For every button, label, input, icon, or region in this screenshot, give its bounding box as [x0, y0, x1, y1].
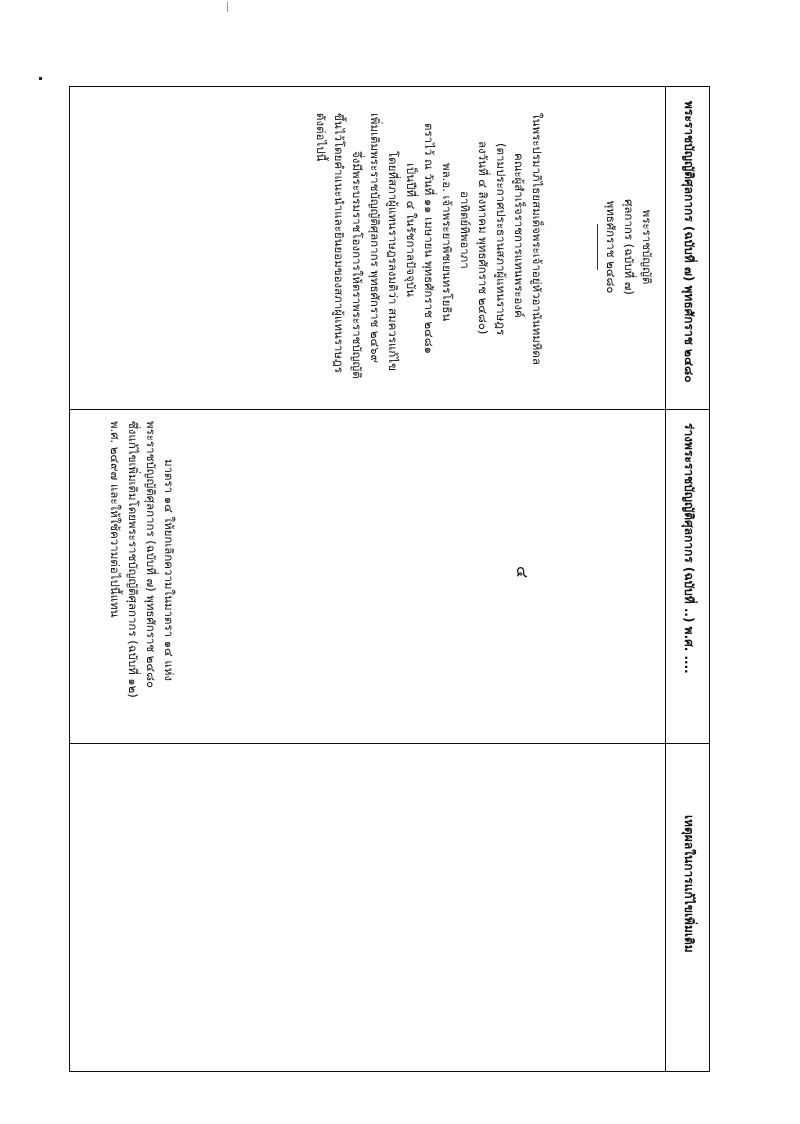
act-body-line: เพิ่มเติมพระราชบัญญัติศุลกากร พุทธศักราช ๒๔๖๙ — [368, 113, 382, 363]
act-body-line: ดังต่อไปนี้ — [314, 113, 328, 162]
act-title-line: พระราชบัญญัติ — [640, 209, 654, 285]
draft-body-line: มาตรา ๑๔ ให้ยกเลิกความในมาตรา ๑๔ แห่ง — [162, 459, 176, 682]
act-body-line: อาทิตย์ทิพอาภา — [458, 191, 472, 269]
act-title-block — [591, 187, 656, 307]
page-number: ๔ — [513, 566, 532, 579]
comparison-table — [69, 86, 710, 1072]
act-body-block — [312, 113, 546, 379]
act-title-line: ศุลกากร (ฉบับที่ ๗) — [622, 199, 636, 295]
act-body-line: ตราไว้ ณ วันที่ ๑๑ เมษายน พุทธศักราช ๒๔๘๑ — [422, 123, 436, 354]
title-divider-rule — [597, 224, 598, 270]
draft-body-line: พ.ศ. ๒๔๙๗ และให้ใช้ความต่อไปนี้แทน — [108, 421, 122, 618]
act-body-line: ขึ้นไว้โดยคำแนะนำและยินยอมของสภาผู้แทนราษฎร — [332, 113, 346, 373]
act-title-line: พุทธศักราช ๒๔๘๐ — [604, 200, 618, 294]
draft-body-line: ซึ่งแก้ไขเพิ่มเติมโดยพระราชบัญญัติศุลกากร (ฉบับที่ ๑๒) — [126, 421, 140, 698]
act-body-line: เป็นปีที่ ๔ ในรัชกาลปัจจุบัน — [404, 163, 418, 297]
act-body-line: ลงวันที่ ๔ สิงหาคม พุทธศักราช ๒๔๘๐) — [476, 141, 490, 335]
act-body-line: ในพระปรมาภิไธยสมเด็จพระเจ้าอยู่หัวอานันทมหิดล — [530, 113, 544, 365]
column-header-draft-act: ร่างพระราชบัญญัติศุลกากร (ฉบับที่ ..) พ.ศ. .... — [682, 423, 696, 674]
header-divider — [665, 87, 666, 1071]
column-header-reason: เหตุผลในการแก้ไขเพิ่มเติม — [682, 815, 696, 953]
draft-body-block — [106, 421, 178, 698]
scan-speck — [227, 2, 228, 12]
scan-speck — [39, 77, 42, 80]
column-divider-1 — [70, 409, 709, 410]
act-body-line: คณะผู้สำเร็จราชการแทนพระองค์ — [512, 153, 526, 318]
column-divider-2 — [70, 743, 709, 744]
act-body-line: โดยที่สภาผู้แทนราษฎรลงมติว่า สมควรแก้ไข — [386, 151, 400, 371]
act-body-line: พล.อ. เจ้าพระยาพิชเยนทรโยธิน — [440, 163, 454, 322]
column-header-current-act: พระราชบัญญัติศุลกากร (ฉบับที่ ๗) พุทธศักราช ๒๔๘๐ — [682, 101, 696, 383]
act-body-line: จึ่งมีพระบรมราชโองการให้ตราพระราชบัญญัติ — [350, 151, 364, 379]
draft-body-line: พระราชบัญญัติศุลกากร (ฉบับที่ ๗) พุทธศักราช ๒๔๘๐ — [144, 421, 158, 688]
act-body-line: (ตามประกาศประธานสภาผู้แทนราษฎร — [494, 143, 508, 336]
